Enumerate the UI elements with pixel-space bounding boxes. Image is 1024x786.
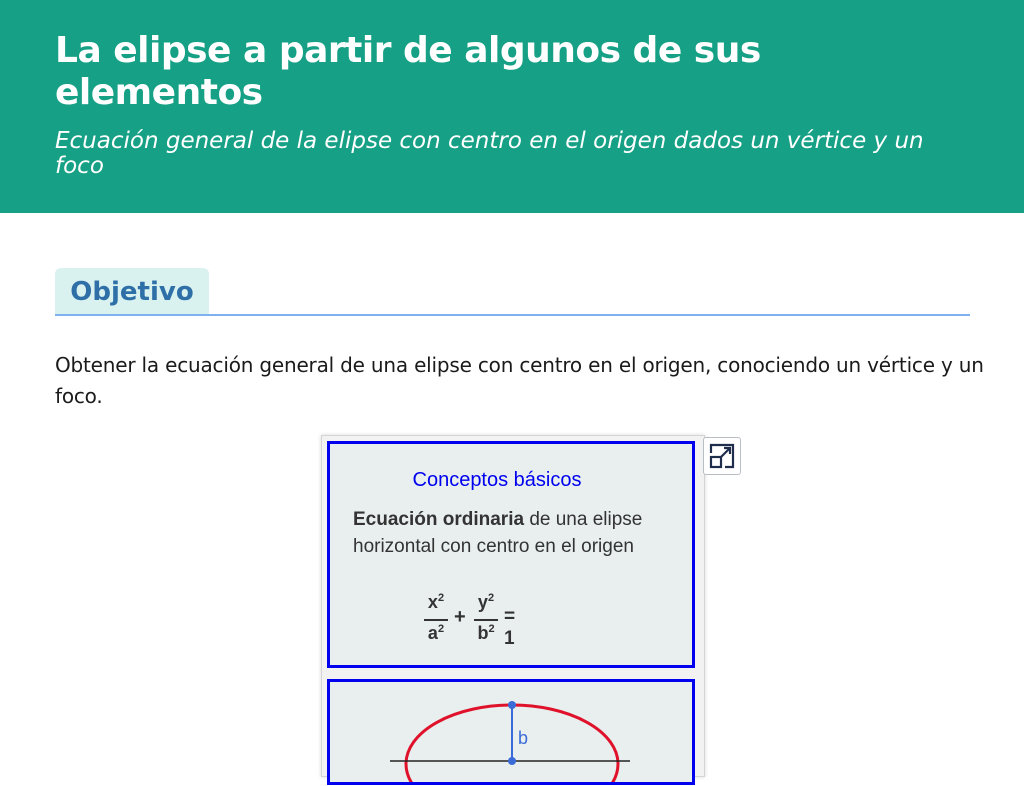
- equals-one: = 1: [504, 606, 516, 649]
- page-title: La elipse a partir de algunos de sus elementos: [55, 30, 761, 113]
- ellipse-graph-panel[interactable]: [327, 679, 695, 785]
- x-denominator: $a^2$: [427, 623, 445, 643]
- ellipse-graph: [330, 682, 692, 782]
- concepts-panel: [327, 441, 695, 668]
- page-subtitle: Ecuación general de la elipse con centro en el origen dados un vértice y un foco: [55, 128, 924, 179]
- expand-icon: [704, 438, 740, 474]
- plus-sign: +: [454, 606, 466, 628]
- concepts-description: [353, 506, 683, 560]
- objective-text: Obtener la ecuación general de una elipse con centro en el origen, conociendo un vértice y un foco.: [55, 353, 984, 408]
- y-denominator: $b^2$: [477, 623, 495, 643]
- concepts-heading: Conceptos básicos: [412, 469, 582, 491]
- description-rest: de una elipse horizontal con centro en el origen: [353, 509, 643, 557]
- center-point: [508, 757, 516, 765]
- description-bold: Ecuación ordinaria: [353, 509, 525, 530]
- section-divider: [55, 314, 970, 316]
- page-header: [0, 0, 1024, 213]
- y-numerator: $y^2$: [477, 592, 495, 612]
- label-b: b: [518, 728, 529, 748]
- section-title: Objetivo: [70, 277, 194, 307]
- vertex-point: [508, 701, 516, 709]
- x-numerator: $x^2$: [427, 592, 445, 612]
- section-tab: [55, 268, 209, 314]
- fullscreen-button[interactable]: [703, 437, 741, 475]
